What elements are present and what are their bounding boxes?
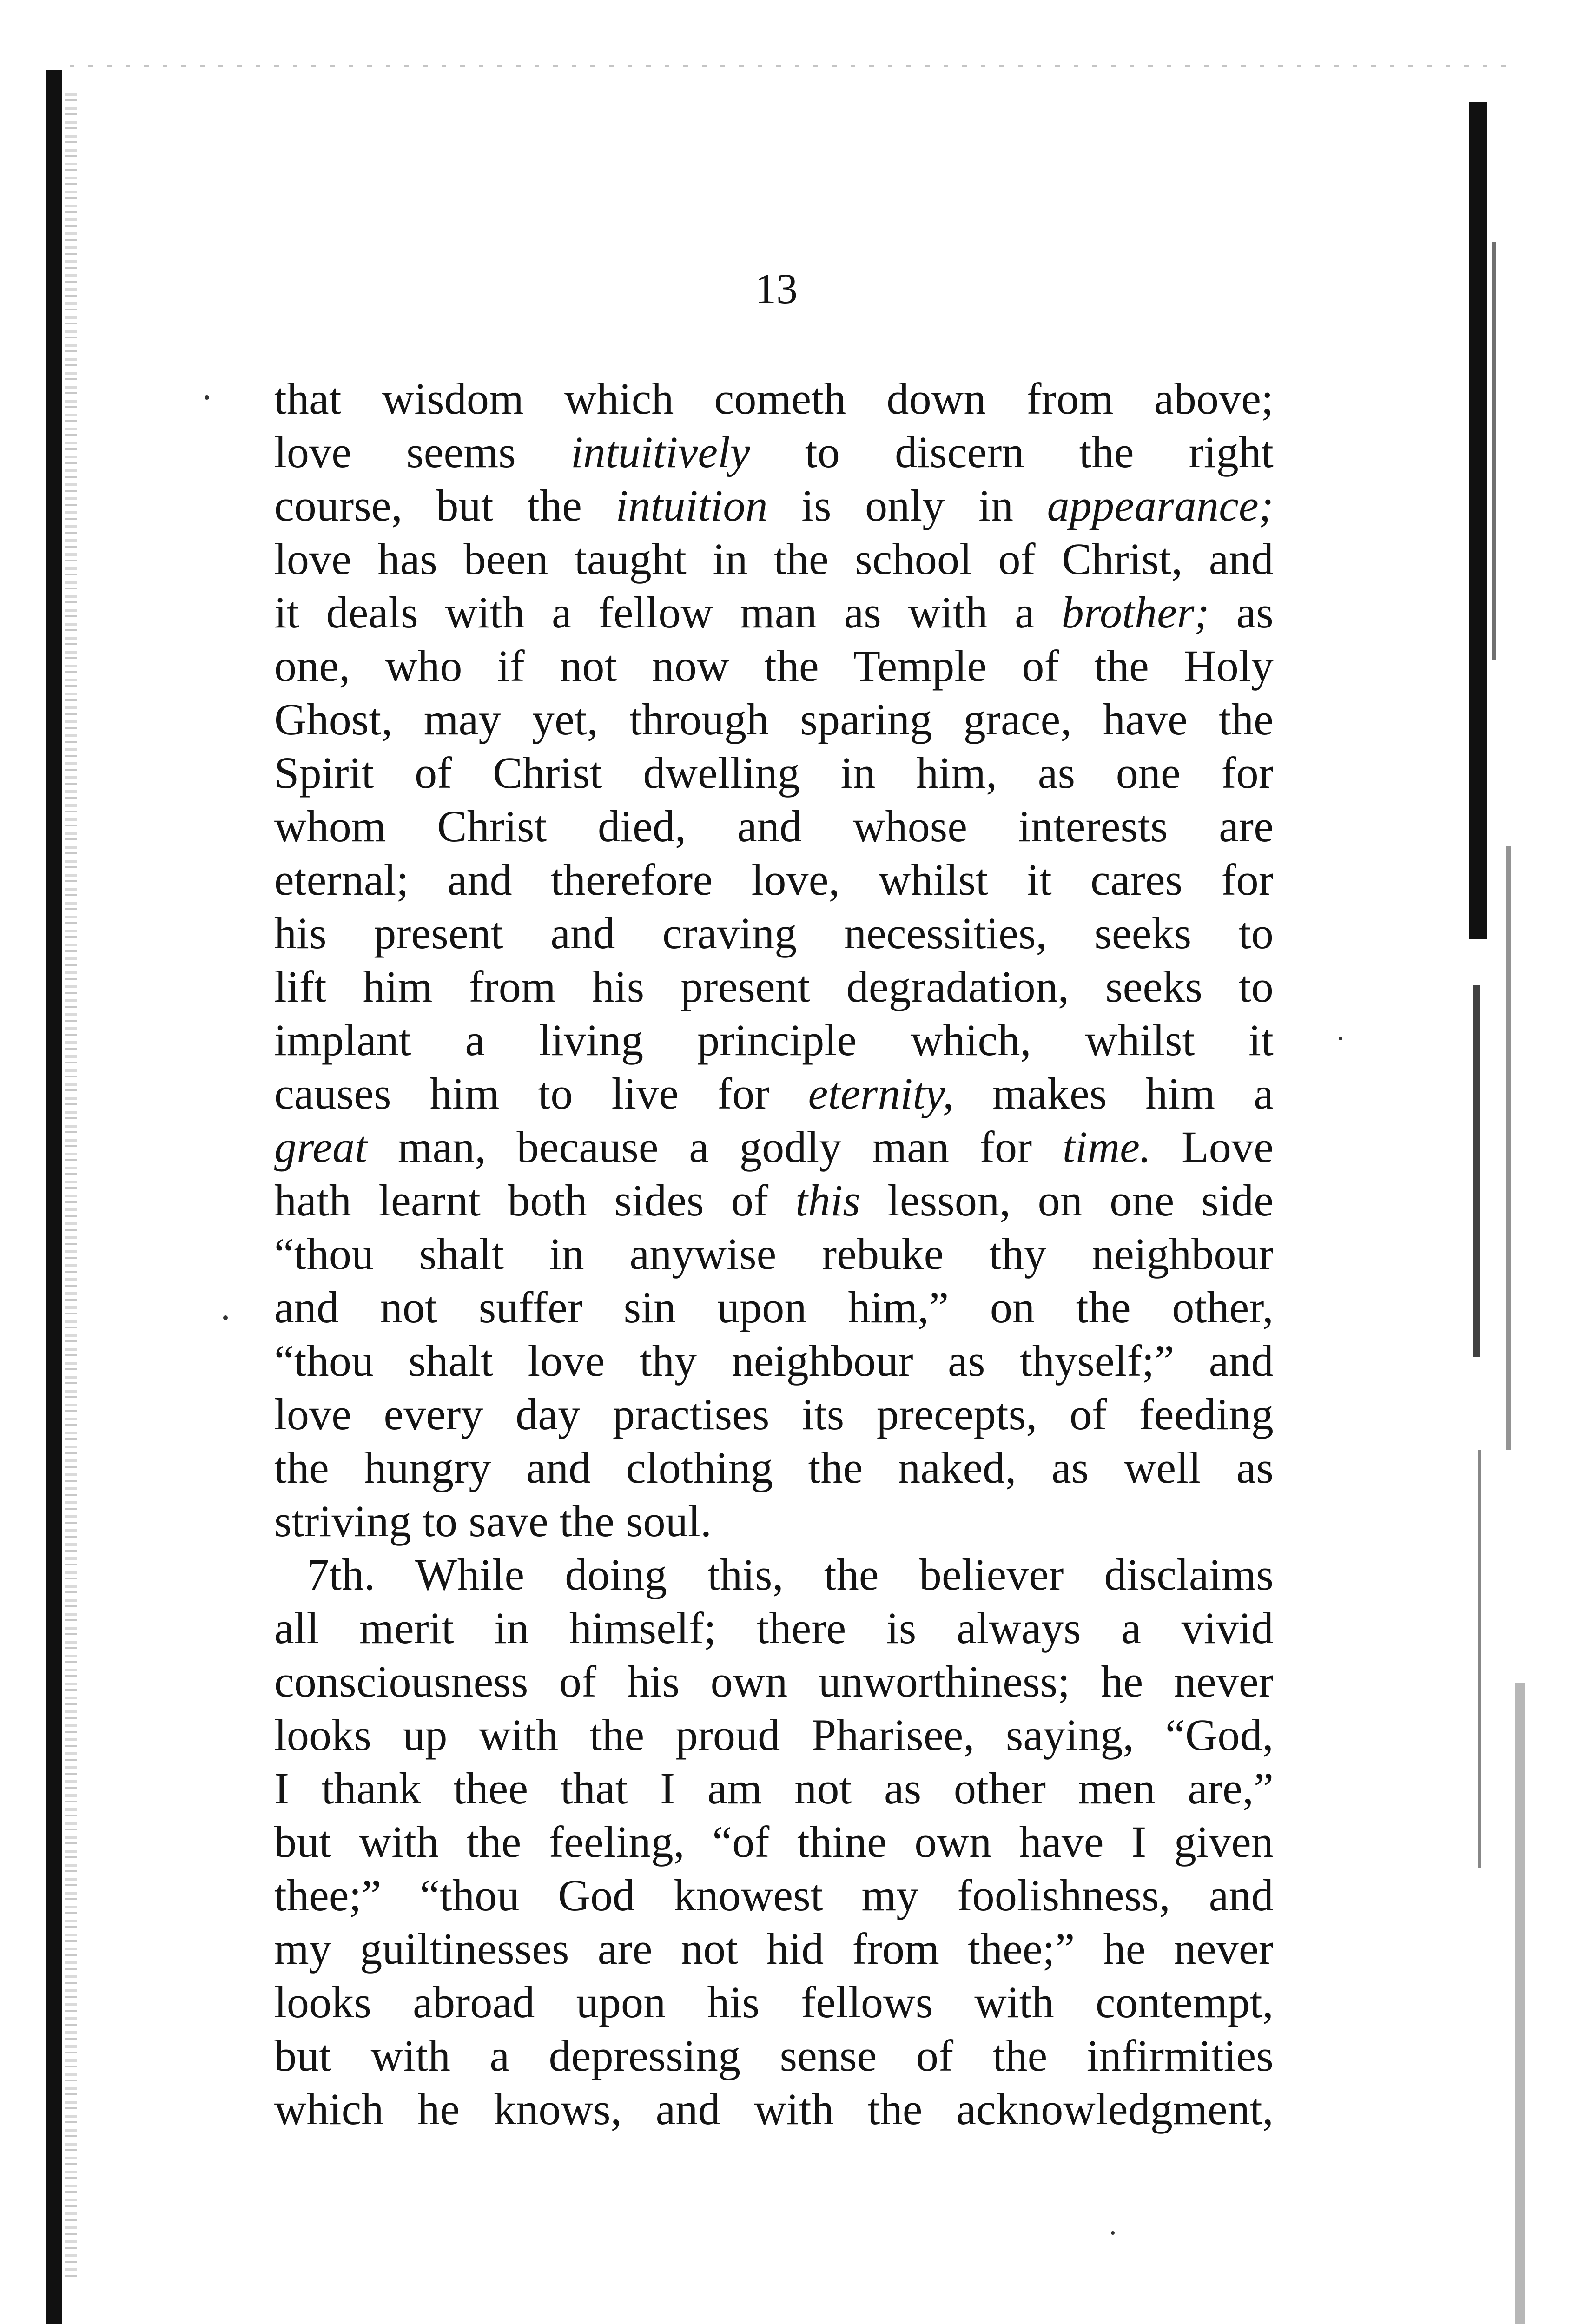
text-line <box>274 2029 1274 2082</box>
scan-speck <box>1339 1037 1342 1040</box>
text-line <box>274 1013 1274 1067</box>
text-line <box>274 586 1274 639</box>
text-line <box>274 639 1274 693</box>
body-text <box>274 372 1274 2136</box>
text-run: man, because a godly man for <box>367 1122 1063 1172</box>
text-run: one, who if not now the Temple of the Holy <box>274 641 1274 691</box>
text-line <box>274 960 1274 1013</box>
text-run: the hungry and clothing the naked, as well as <box>274 1443 1274 1492</box>
text-line <box>274 1601 1274 1655</box>
text-line <box>274 853 1274 906</box>
text-line <box>274 1655 1274 1708</box>
text-run: makes him a <box>954 1069 1274 1118</box>
text-run: and not suffer sin upon him,” on the other, <box>274 1282 1274 1332</box>
text-run: course, but the <box>274 481 616 530</box>
text-line <box>274 1815 1274 1868</box>
italic-text: eternity, <box>808 1069 954 1118</box>
text-line <box>274 1174 1274 1227</box>
text-run: consciousness of his own unworthiness; he never <box>274 1657 1274 1706</box>
text-run: which he knows, and with the acknowledgment, <box>274 2084 1274 2134</box>
text-run: love has been taught in the school of Christ, and <box>274 534 1274 584</box>
text-line <box>274 1281 1274 1334</box>
text-run: Love <box>1151 1122 1274 1172</box>
text-run: lift him from his present degradation, seeks to <box>274 962 1274 1011</box>
text-run: is only in <box>767 481 1047 530</box>
italic-text: appearance; <box>1047 481 1274 530</box>
text-line <box>274 1548 1274 1601</box>
text-line <box>274 799 1274 853</box>
page-number: 13 <box>755 265 798 312</box>
text-run: 7th. While doing this, the believer disclaims <box>307 1550 1274 1599</box>
text-run: causes him to live for <box>274 1069 808 1118</box>
text-line <box>274 1868 1274 1922</box>
text-run: “thou shalt love thy neighbour as thyself;” and <box>274 1336 1274 1386</box>
text-line <box>274 1387 1274 1441</box>
text-line <box>274 1922 1274 1975</box>
text-line <box>274 1975 1274 2029</box>
italic-text: great <box>274 1122 368 1172</box>
text-line <box>274 372 1274 425</box>
text-line <box>274 1762 1274 1815</box>
text-run: love every day practises its precepts, of feeding <box>274 1389 1274 1439</box>
text-run: “thou shalt in anywise rebuke thy neighbour <box>274 1229 1274 1279</box>
text-line <box>274 2082 1274 2136</box>
text-run: hath learnt both sides of <box>274 1175 796 1225</box>
text-run: looks up with the proud Pharisee, saying, “God, <box>274 1710 1274 1760</box>
scan-speck <box>223 1315 228 1320</box>
text-run: but with the feeling, “of thine own have I given <box>274 1817 1274 1867</box>
text-run: love seems <box>274 427 571 477</box>
italic-text: brother; <box>1061 588 1209 637</box>
italic-text: this <box>795 1175 860 1225</box>
text-run: I thank thee that I am not as other men are,” <box>274 1763 1274 1813</box>
binding-edge-right <box>1464 102 1534 2324</box>
text-line <box>274 479 1274 532</box>
text-run: Spirit of Christ dwelling in him, as one for <box>274 748 1274 798</box>
italic-text: time. <box>1063 1122 1151 1172</box>
italic-text: intuitively <box>570 427 750 477</box>
text-run: my guiltinesses are not hid from thee;” he never <box>274 1924 1274 1974</box>
text-run: thee;” “thou God knowest my foolishness, and <box>274 1870 1274 1920</box>
binding-shadow-left <box>65 93 77 2278</box>
text-run: eternal; and therefore love, whilst it cares for <box>274 855 1274 905</box>
scan-speck <box>1111 2231 1115 2235</box>
text-run: but with a depressing sense of the infirmities <box>274 2031 1274 2080</box>
text-line <box>274 1334 1274 1387</box>
text-line <box>274 1120 1274 1174</box>
scan-top-edge <box>70 65 1511 67</box>
scan-speck <box>205 395 209 400</box>
text-line <box>274 1494 1274 1548</box>
text-line <box>274 532 1274 586</box>
text-line <box>274 906 1274 960</box>
text-line <box>274 1227 1274 1281</box>
text-run: to discern the right <box>750 427 1274 477</box>
text-run: it deals with a fellow man as with a <box>274 588 1062 637</box>
text-line <box>274 425 1274 479</box>
text-line <box>274 1708 1274 1762</box>
text-run: implant a living principle which, whilst it <box>274 1015 1274 1065</box>
text-run: as <box>1209 588 1274 637</box>
text-run: that wisdom which cometh down from above; <box>274 374 1274 423</box>
binding-edge-left <box>46 70 62 2324</box>
text-line <box>274 1441 1274 1494</box>
text-run: striving to save the soul. <box>274 1496 712 1546</box>
text-run: all merit in himself; there is always a vivid <box>274 1603 1274 1653</box>
text-line <box>274 746 1274 799</box>
text-line <box>274 1067 1274 1120</box>
italic-text: intuition <box>615 481 768 530</box>
text-run: looks abroad upon his fellows with contempt, <box>274 1977 1274 2027</box>
text-run: his present and craving necessities, seeks to <box>274 908 1274 958</box>
text-run: lesson, on one side <box>860 1175 1274 1225</box>
text-line <box>274 693 1274 746</box>
text-run: whom Christ died, and whose interests are <box>274 801 1274 851</box>
text-run: Ghost, may yet, through sparing grace, have the <box>274 694 1274 744</box>
